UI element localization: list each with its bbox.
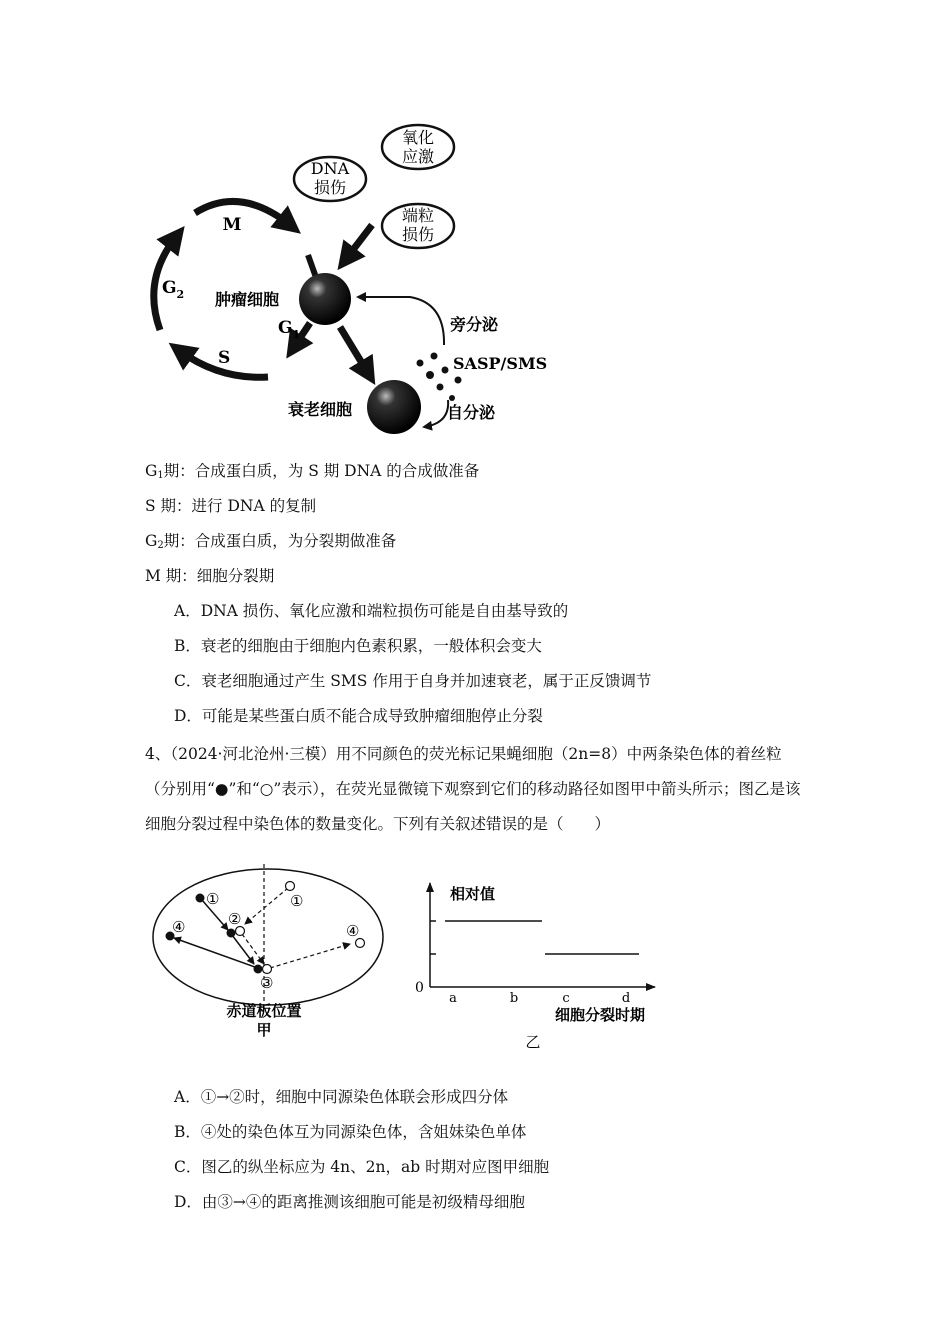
equator-label: 赤道板位置 [226, 1002, 302, 1020]
bubble-text: 氧化 [401, 128, 435, 147]
phase-note-m: M 期：细胞分裂期 [145, 567, 275, 585]
m-phase-arrow [195, 201, 290, 225]
solid-centromere [254, 965, 263, 974]
bubble-text: 损伤 [401, 225, 435, 244]
q4-option-d: D．由③→④的距离推测该细胞可能是初级精母细胞 [174, 1193, 525, 1211]
marker-4-solid: ④ [172, 918, 186, 936]
dna-damage-bubble [294, 157, 366, 201]
q3-option-b: B．衰老的细胞由于细胞内色素积累，一般体积会变大 [174, 637, 542, 655]
x-axis-label: 细胞分裂时期 [554, 1006, 646, 1024]
q4-option-b: B．④处的染色体互为同源染色体，含姐妹染色单体 [174, 1123, 527, 1141]
autocrine-label: 自分泌 [447, 403, 496, 422]
phase-note-s: S 期：进行 DNA 的复制 [145, 497, 317, 515]
marker-1-hollow: ① [290, 892, 304, 910]
solid-centromere [227, 929, 236, 938]
bubble-text: 应激 [401, 147, 435, 166]
marker-4-hollow: ④ [346, 922, 360, 940]
hollow-centromere [263, 965, 272, 974]
marker-2: ② [228, 910, 242, 928]
figure-jia-caption: 甲 [256, 1021, 272, 1039]
telomere-damage-bubble [382, 204, 454, 248]
bubble-text: 损伤 [313, 178, 347, 197]
q4-option-c: C．图乙的纵坐标应为 4n、2n，ab 时期对应图甲细胞 [174, 1158, 550, 1176]
tumor-cell-sphere [299, 273, 351, 325]
m-phase-label: M [222, 215, 242, 235]
paracrine-arrow [358, 297, 444, 345]
bubble-text: 端粒 [401, 206, 435, 225]
q3-option-c: C．衰老细胞通过产生 SMS 作用于自身并加速衰老，属于正反馈调节 [174, 672, 652, 690]
phase-note-g2: $G_2$期：合成蛋白质，为分裂期做准备 [145, 532, 397, 551]
figure-yi-chromosome-chart [405, 875, 670, 1050]
origin-label: 0 [415, 980, 424, 996]
solid-centromere [196, 894, 205, 903]
autocrine-arrow [424, 400, 448, 427]
g2-phase-label: $G_2$ [162, 278, 185, 301]
cell-to-senescent-arrow [340, 327, 368, 373]
tick-c: c [562, 991, 570, 1006]
senescent-cell-label: 衰老细胞 [288, 400, 353, 419]
g1-phase-label: $G_1$ [278, 318, 301, 341]
tick-b: b [509, 991, 519, 1006]
tick-a: a [449, 991, 457, 1006]
hollow-centromere [286, 882, 295, 891]
marker-1-solid: ① [206, 890, 220, 908]
tick-d: d [621, 991, 631, 1006]
q4-option-a: A．①→②时，细胞中同源染色体联会形成四分体 [174, 1088, 509, 1106]
figure-jia-cell-diagram [150, 862, 410, 1042]
senescent-cell-sphere [367, 380, 421, 434]
phase-note-g1: $G_1$期：合成蛋白质，为 S 期 DNA 的合成做准备 [145, 462, 480, 481]
cell-cycle-senescence-figure [140, 115, 570, 445]
q3-option-a: A．DNA 损伤、氧化应激和端粒损伤可能是自由基导致的 [174, 602, 569, 620]
telomere-to-cell-arrow [346, 225, 372, 259]
y-axis-label: 相对值 [450, 885, 496, 903]
s-phase-label: S [218, 348, 231, 368]
bubble-text: DNA [310, 159, 350, 178]
marker-3: ③ [260, 974, 274, 992]
tumor-cell-label: 肿瘤细胞 [215, 290, 280, 309]
oxidative-stress-bubble [382, 125, 454, 169]
q4-stem: 4、（2024·河北沧州·三模）用不同颜色的荧光标记果蝇细胞（2n=8）中两条染色体的着丝粒（分别用“●”和“○”表示），在荧光显微镜下观察到它们的移动路径如图甲中箭头所示；图乙是该细胞分裂过程中染色体的数量变化。下列有关叙述错误的是（ ） [145, 745, 801, 833]
sasp-sms-label: SASP/SMS [453, 354, 548, 373]
paracrine-label: 旁分泌 [450, 315, 499, 334]
q3-option-d: D．可能是某些蛋白质不能合成导致肿瘤细胞停止分裂 [174, 707, 543, 725]
figure-yi-caption: 乙 [525, 1033, 541, 1050]
